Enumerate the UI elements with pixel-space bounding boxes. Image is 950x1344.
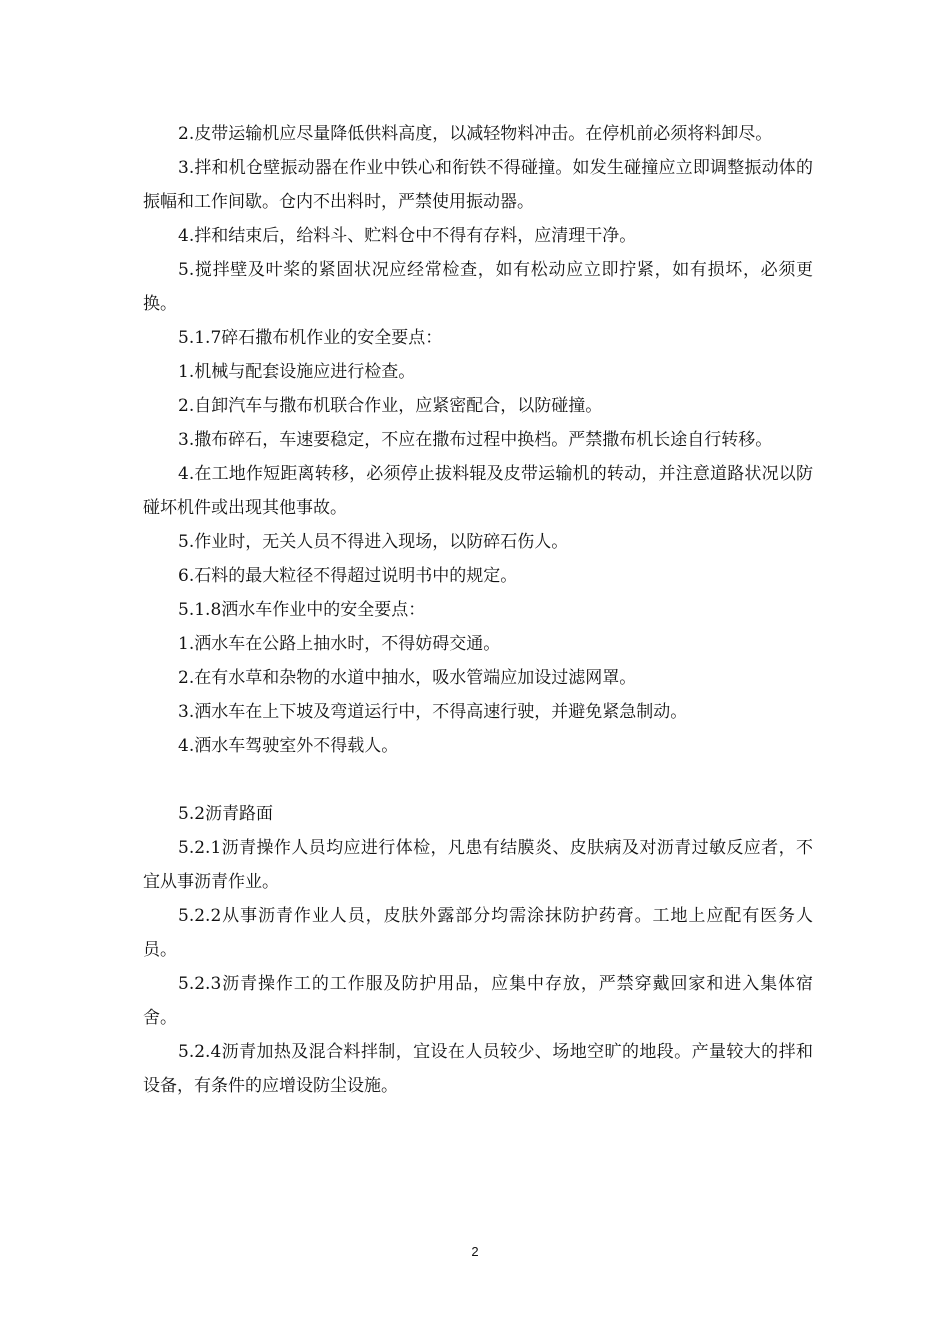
paragraph: 5.2.2从事沥青作业人员，皮肤外露部分均需涂抹防护药膏。工地上应配有医务人员。 <box>143 906 813 960</box>
paragraph: 4.洒水车驾驶室外不得载人。 <box>178 736 399 756</box>
paragraph: 3.撒布碎石，车速要稳定，不应在撒布过程中换档。严禁撒布机长途自行转移。 <box>178 430 773 450</box>
paragraph: 5.2.4沥青加热及混合料拌制，宜设在人员较少、场地空旷的地段。产量较大的拌和设备，有条件的应增设防尘设施。 <box>143 1042 813 1096</box>
blank-line <box>143 763 813 797</box>
paragraph: 5.作业时，无关人员不得进入现场，以防碎石伤人。 <box>178 532 569 552</box>
paragraph: 5.搅拌壁及叶桨的紧固状况应经常检查，如有松动应立即拧紧，如有损坏，必须更换。 <box>143 260 813 314</box>
section-heading-5-2: 5.2沥青路面 <box>178 804 274 824</box>
paragraph: 3.拌和机仓壁振动器在作业中铁心和衔铁不得碰撞。如发生碰撞应立即调整振动体的振幅和工作间歇。仓内不出料时，严禁使用振动器。 <box>143 158 813 212</box>
paragraph: 4.在工地作短距离转移，必须停止拔料辊及皮带运输机的转动，并注意道路状况以防碰坏机件或出现其他事故。 <box>143 464 813 518</box>
paragraph: 6.石料的最大粒径不得超过说明书中的规定。 <box>178 566 518 586</box>
paragraph: 5.2.3沥青操作工的工作服及防护用品，应集中存放，严禁穿戴回家和进入集体宿舍。 <box>143 974 813 1028</box>
body-text <box>143 117 813 1103</box>
paragraph: 3.洒水车在上下坡及弯道运行中，不得高速行驶，并避免紧急制动。 <box>178 702 688 722</box>
section-heading-5-1-7: 5.1.7碎石撒布机作业的安全要点： <box>178 328 443 348</box>
paragraph: 5.2.1沥青操作人员均应进行体检，凡患有结膜炎、皮肤病及对沥青过敏反应者，不宜从事沥青作业。 <box>143 838 813 892</box>
paragraph: 2.皮带运输机应尽量降低供料高度，以减轻物料冲击。在停机前必须将料卸尽。 <box>178 124 773 144</box>
paragraph: 4.拌和结束后，给料斗、贮料仓中不得有存料，应清理干净。 <box>178 226 637 246</box>
section-heading-5-1-8: 5.1.8洒水车作业中的安全要点： <box>178 600 426 620</box>
paragraph: 2.自卸汽车与撒布机联合作业，应紧密配合，以防碰撞。 <box>178 396 603 416</box>
paragraph: 1.机械与配套设施应进行检查。 <box>178 362 416 382</box>
page-number: 2 <box>471 1244 479 1259</box>
paragraph: 2.在有水草和杂物的水道中抽水，吸水管端应加设过滤网罩。 <box>178 668 637 688</box>
paragraph: 1.洒水车在公路上抽水时，不得妨碍交通。 <box>178 634 501 654</box>
